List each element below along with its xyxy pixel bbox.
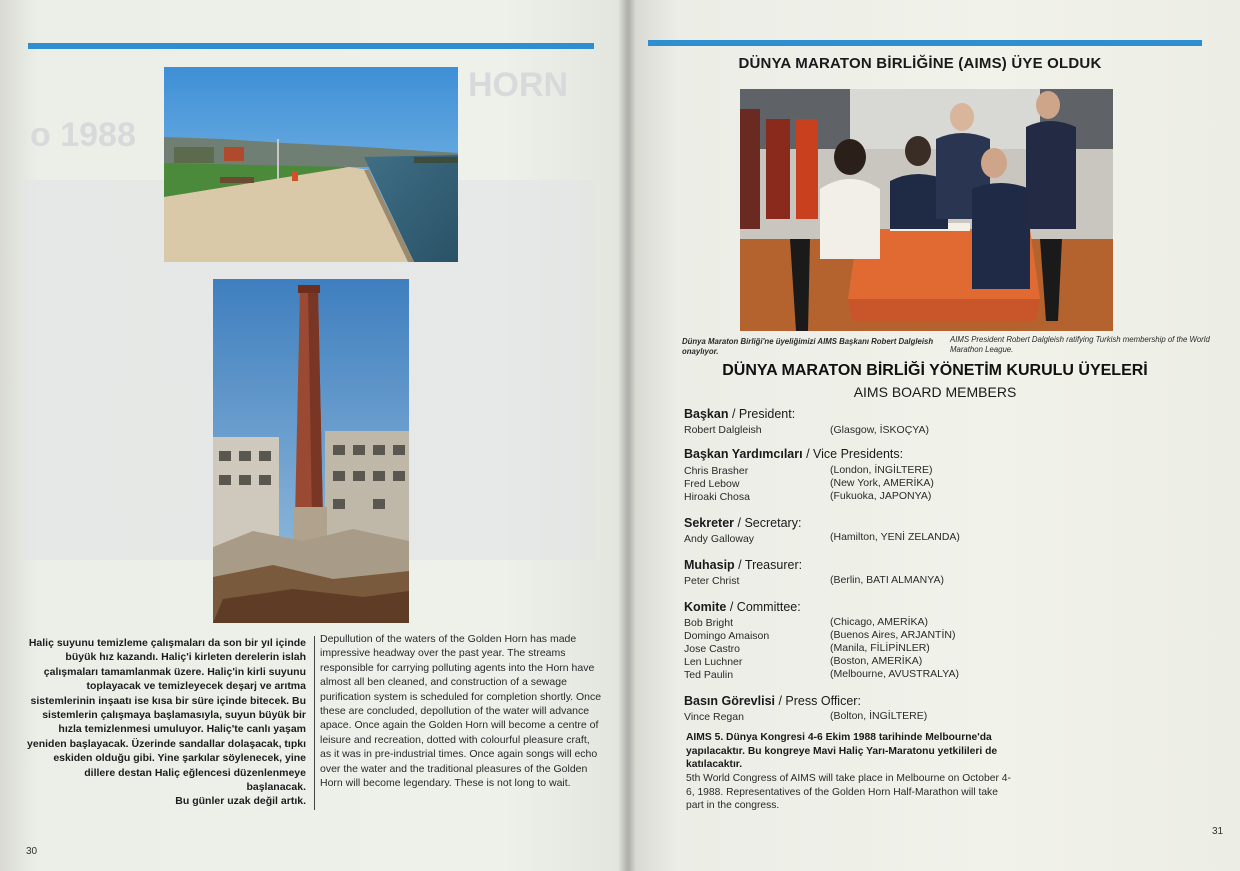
congress-note-english: 5th World Congress of AIMS will take place in Melbourne on October 4-6, 1988. Representatives of the Golden Horn Half-Marathon will take part in the congress. xyxy=(686,773,1011,811)
turkish-paragraph: Haliç suyunu temizleme çalışmaları da son bir yıl içinde büyük hız kazandı. Haliç'i kirleten derelerin islah çalışmaları tamamlanmak üzere. Haliç'in kirli suyunu toplayacak ve temizleyecek deşarj ve arıtma sistemlerinin inşaatı ise kısa bir süre içinde bitecek. Bu sistemlerin çalışmaya başlamasıyla, suyun büyük bir hızla temizlenmesi umuluyor. Haliç'te canlı yaşam yeniden başlayacak. Üzerinde sandallar dolaşacak, tıpkı eskiden olduğu gibi. Yine şarkılar söylenecek, yine dillere destan Haliç eğlencesi düzenlenmeye başlanacak. xyxy=(27,637,306,794)
member-name: Chris Brasher xyxy=(684,465,749,477)
member-name: Domingo Amaison xyxy=(684,630,770,642)
board-subtitle: AIMS BOARD MEMBERS xyxy=(853,384,1017,400)
member-name: Fred Lebow xyxy=(684,478,740,490)
member-location: (Buenos Aires, ARJANTİN) xyxy=(830,629,956,641)
member-location: (London, İNGİLTERE) xyxy=(830,464,933,476)
member-name: Andy Galloway xyxy=(684,533,755,545)
book-gutter xyxy=(618,0,636,871)
role-committee: Komite / Committee: xyxy=(684,600,801,614)
member-location: (Berlin, BATI ALMANYA) xyxy=(830,574,944,586)
role-press-officer: Basın Görevlisi / Press Officer: xyxy=(684,694,861,708)
member-location: (Chicago, AMERİKA) xyxy=(830,616,929,628)
member-location: (Bolton, İNGİLTERE) xyxy=(830,710,928,722)
member-location: (Boston, AMERİKA) xyxy=(830,655,923,667)
member-name: Jose Castro xyxy=(684,643,741,655)
member-location: (Melbourne, AVUSTRALYA) xyxy=(830,668,959,680)
turkish-body-text xyxy=(24,636,306,809)
signing-ceremony-photo xyxy=(740,89,1113,331)
chimney-demolition-photo xyxy=(213,279,409,623)
page-number-right: 31 xyxy=(1212,826,1224,837)
member-name: Len Luchner xyxy=(684,656,743,668)
column-divider xyxy=(314,636,315,810)
english-body-text: Depullution of the waters of the Golden Horn has made impressive headway over the past year. The streams responsible for carrying polluting agents into the Horn have almost all ben cleaned, and construction of a sewage purification system is scheduled for completion shortly. Once these are concluded, depollution of the water will advance apace. Once again the Golden Horn will become a centre of leisure and recreation, dotted with colourful pleasure craft, as it was in pre-industrial times. Once again songs will echo over the water and the traditional pleasures of the Golden Horn will become legendary. These is not long to wait. xyxy=(320,633,602,790)
role-treasurer: Muhasip / Treasurer: xyxy=(684,558,803,572)
member-name: Peter Christ xyxy=(684,575,740,587)
photo-caption-english: AIMS President Robert Dalgleish ratifying Turkish membership of the World Marathon League. xyxy=(950,335,1210,354)
turkish-closing-line: Bu günler uzak değil artık. xyxy=(175,795,306,808)
board-title: DÜNYA MARATON BİRLİĞİ YÖNETİM KURULU ÜYELERİ xyxy=(722,362,1148,379)
member-name: Vince Regan xyxy=(684,711,744,723)
congress-note-turkish: AIMS 5. Dünya Kongresi 4-6 Ekim 1988 tarihinde Melbourne'da yapılacaktır. Bu kongreye Mavi Haliç Yarı-Maratonu yetkilileri de katılacaktır. xyxy=(686,732,998,770)
member-location: (Hamilton, YENİ ZELANDA) xyxy=(830,531,960,543)
header-rule xyxy=(28,43,594,49)
faded-title-line1: HORN xyxy=(468,66,569,104)
page-title: DÜNYA MARATON BİRLİĞİNE (AIMS) ÜYE OLDUK xyxy=(738,55,1102,72)
member-location: (New York, AMERİKA) xyxy=(830,477,934,489)
member-name: Bob Bright xyxy=(684,617,734,629)
member-location: (Glasgow, İSKOÇYA) xyxy=(830,424,930,436)
header-rule-right xyxy=(648,40,1202,46)
member-name: Ted Paulin xyxy=(684,669,734,681)
page-number-left: 30 xyxy=(26,846,38,857)
waterfront-photo xyxy=(164,67,458,262)
member-name: Robert Dalgleish xyxy=(684,424,762,436)
member-location: (Fukuoka, JAPONYA) xyxy=(830,490,932,502)
role-vice-presidents: Başkan Yardımcıları / Vice Presidents: xyxy=(684,447,904,461)
faded-title-line2: o 1988 xyxy=(30,116,136,154)
role-president: Başkan / President: xyxy=(684,407,796,421)
member-location: (Manila, FİLİPİNLER) xyxy=(830,642,930,654)
member-name: Hiroaki Chosa xyxy=(684,491,750,503)
photo-caption-turkish: Dünya Maraton Birliği'ne üyeliğimizi AIMS Başkanı Robert Dalgleish onaylıyor. xyxy=(682,337,934,356)
role-secretary: Sekreter / Secretary: xyxy=(684,516,802,530)
